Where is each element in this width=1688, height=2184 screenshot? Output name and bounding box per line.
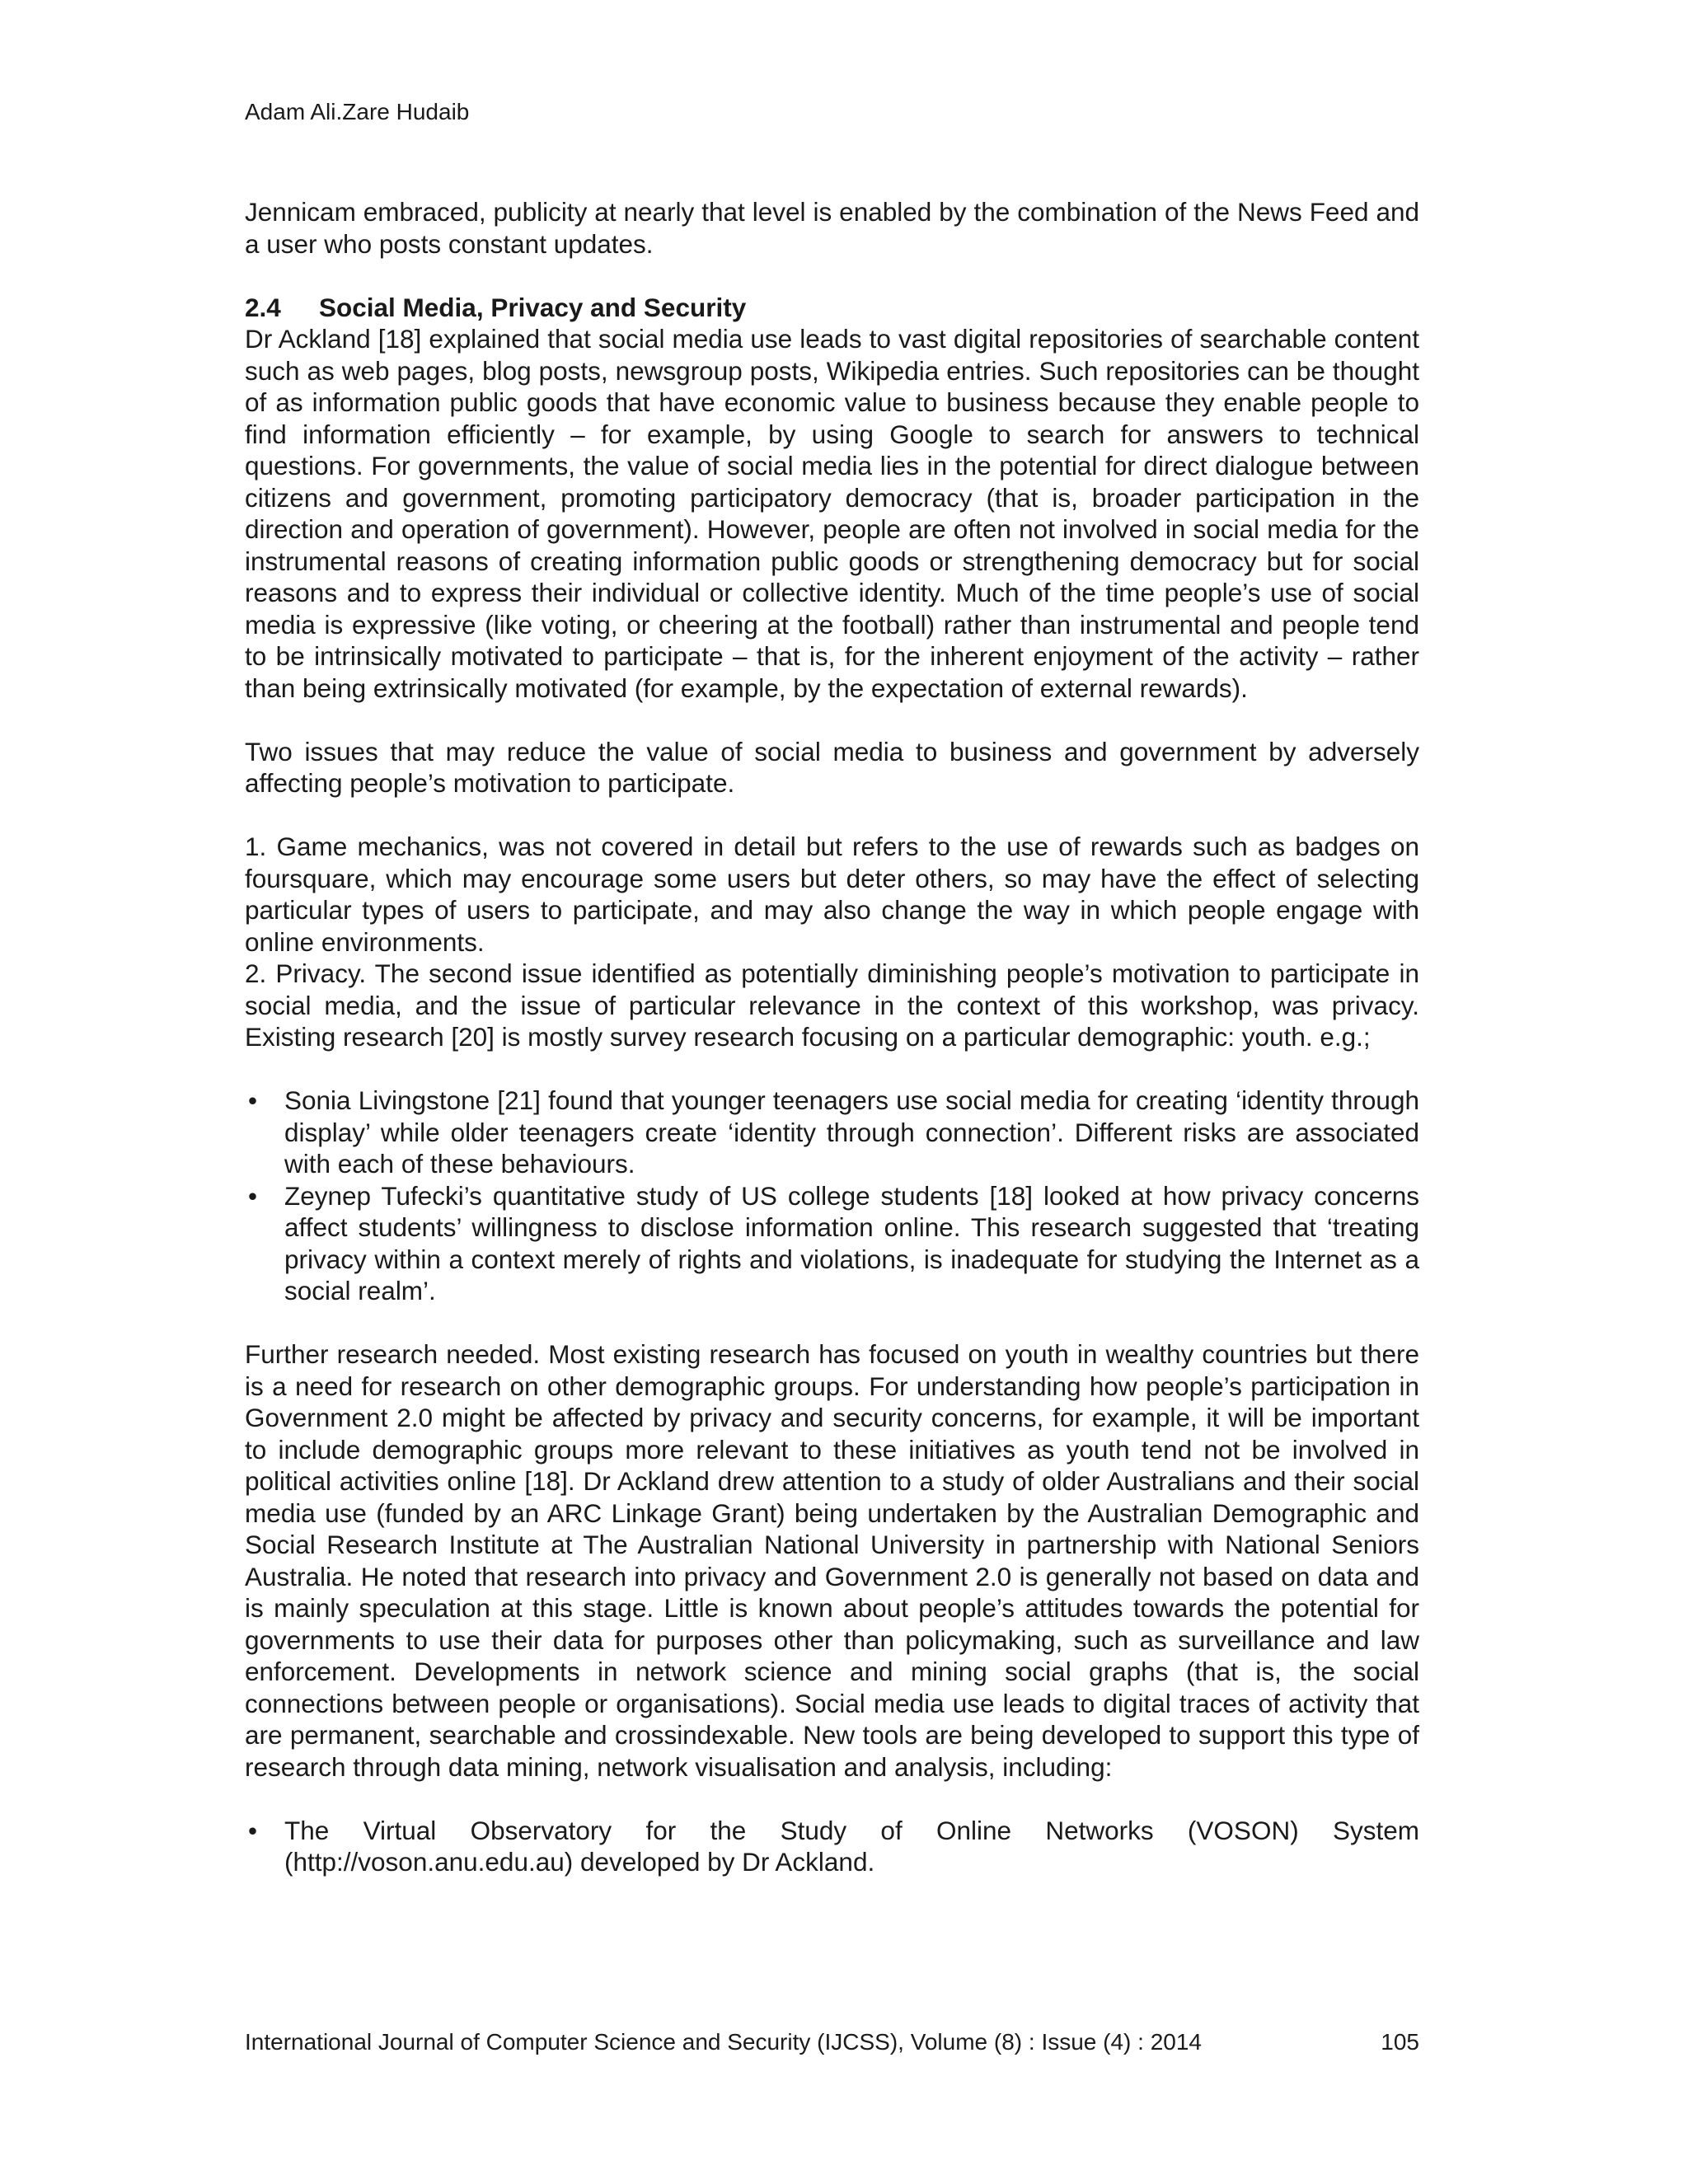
spacer [245,1053,1419,1085]
paragraph-two-issues: Two issues that may reduce the value of social media to business and government by adversely affecting people’s motivation to participate. [245,736,1419,798]
spacer [245,1783,1419,1815]
spacer [245,1307,1419,1339]
spacer [245,799,1419,832]
spacer [245,260,1419,292]
bullet-icon: • [248,1085,258,1115]
list-item-text: Sonia Livingstone [21] found that younger teenagers use social media for creating ‘identity through display’ while older teenagers create ‘identity through connection’. Different risks are associated with each of these behaviours. [284,1085,1419,1179]
list-item-text: The Virtual Observatory for the Study of Online Networks (VOSON) System (http://voson.anu.edu.au) developed by Dr Ackland. [284,1815,1419,1877]
bullet-icon: • [248,1180,258,1211]
numbered-item-game-mechanics: 1. Game mechanics, was not covered in detail but refers to the use of rewards such as badges on foursquare, which may encourage some users but deter others, so may have the effect of selecting particular types of users to participate, and may also change the way in which people engage with online environments. [245,832,1419,957]
list-item-text: Zeynep Tufecki’s quantitative study of US college students [18] looked at how privacy concerns affect students’ willingness to disclose information online. This research suggested that ‘treating privacy within a context merely of rights and violations, is inadequate for studying the Internet as a social realm’. [284,1180,1419,1305]
bullet-list-youth-research [245,1085,1419,1307]
list-item [245,1085,1419,1180]
list-item [245,1815,1419,1878]
spacer [245,704,1419,736]
numbered-item-privacy: 2. Privacy. The second issue identified as potentially diminishing people’s motivation to participate in social media, and the issue of particular relevance in the context of this workshop, was privacy. Existing research [20] is mostly survey research focusing on a particular demographic: youth. e.g.; [245,958,1419,1052]
list-item [245,1180,1419,1307]
main-content [245,196,1419,1878]
running-head-author: Adam Ali.Zare Hudaib [245,99,470,124]
bullet-list-tools [245,1815,1419,1878]
section-title: Social Media, Privacy and Security [319,292,747,322]
section-number: 2.4 [245,292,281,322]
section-heading [245,292,1419,324]
paragraph-further-research: Further research needed. Most existing research has focused on youth in wealthy countries but there is a need for research on other demographic groups. For understanding how people’s participation in Government 2.0 might be affected by privacy and security concerns, for example, it will be important to include demographic groups more relevant to these initiatives as youth tend not be involved in political activities online [18]. Dr Ackland drew attention to a study of older Australians and their social media use (funded by an ARC Linkage Grant) being undertaken by the Australian Demographic and Social Research Institute at The Australian National University in partnership with National Seniors Australia. He noted that research into privacy and Government 2.0 is generally not based on data and is mainly speculation at this stage. Little is known about people’s attitudes towards the potential for governments to use their data for purposes other than policymaking, such as surveillance and law enforcement. Developments in network science and mining social graphs (that is, the social connections between people or organisations). Social media use leads to digital traces of activity that are permanent, searchable and crossindexable. New tools are being developed to support this type of research through data mining, network visualisation and analysis, including: [245,1339,1419,1782]
footer-journal-citation: International Journal of Computer Science and Security (IJCSS), Volume (8) : Issue (4) : 2014 [245,2029,1203,2055]
page-number: 105 [1381,2029,1419,2055]
bullet-icon: • [248,1815,258,1845]
intro-paragraph: Jennicam embraced, publicity at nearly that level is enabled by the combination of the News Feed and a user who posts constant updates. [245,197,1419,259]
paragraph-ackland: Dr Ackland [18] explained that social media use leads to vast digital repositories of searchable content such as web pages, blog posts, newsgroup posts, Wikipedia entries. Such repositories can be thought of as information public goods that have economic value to business because they enable people to find information efficiently – for example, by using Google to search for answers to technical questions. For governments, the value of social media lies in the potential for direct dialogue between citizens and government, promoting participatory democracy (that is, broader participation in the direction and operation of government). However, people are often not involved in social media for the instrumental reasons of creating information public goods or strengthening democracy but for social reasons and to express their individual or collective identity. Much of the time people’s use of social media is expressive (like voting, or cheering at the football) rather than instrumental and people tend to be intrinsically motivated to participate – that is, for the inherent enjoyment of the activity – rather than being extrinsically motivated (for example, by the expectation of external rewards). [245,324,1419,703]
